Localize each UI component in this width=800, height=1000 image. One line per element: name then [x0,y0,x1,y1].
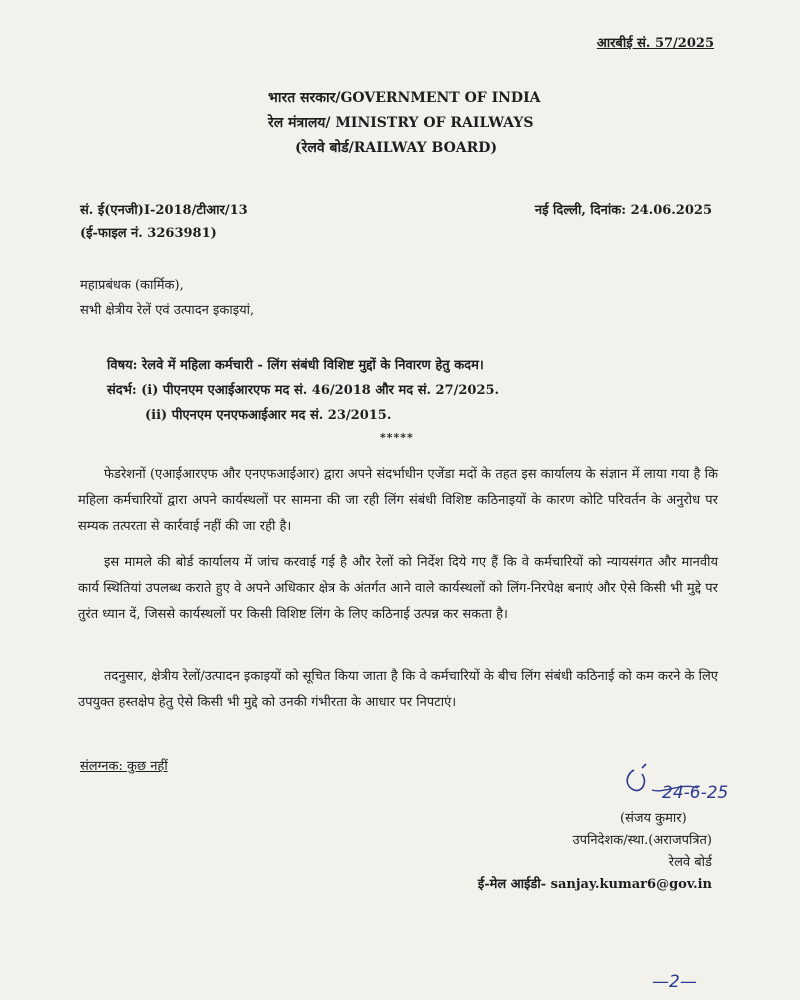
reference-line2: (ii) पीएनएम एनएफआईआर मद सं. 23/2015. [145,408,392,423]
separator-stars: ***** [380,431,414,444]
file-number: सं. ई(एनजी)I-2018/टीआर/13 [80,203,248,218]
circular-ref-number: आरबीई सं. 57/2025 [596,36,714,51]
paragraph-text: तदनुसार, क्षेत्रीय रेलों/उत्पादन इकाइयों को सूचित किया जाता है कि वे कर्मचारियों के बीच लिंग संबंधी कठिनाई को कम करने के लिए उपयुक्त हस्तक्षेप हेतु ऐसे किसी भी मुद्दे को उनकी गंभीरता के आधार पर निपटाएं। [78,669,718,710]
signatory-email: ई-मेल आईडी- sanjay.kumar6@gov.in [477,877,712,892]
paragraph-text: फेडरेशनों (एआईआरएफ और एनएफआईआर) द्वारा अपने संदर्भाधीन एजेंडा मदों के तहत इस कार्यालय के संज्ञान में लाया गया है कि महिला कर्मचारियों द्वारा अपने कार्यस्थलों पर सामना की जा रही लिंग संबंधी विशिष्ट कठिनाइयों के कारण कोटि परिवर्तन के अनुरोध पर सम्यक तत्परता से कार्रवाई नहीं की जा रही है। [78,467,718,534]
efile-number: (ई-फाइल नं. 3263981) [80,226,217,241]
paragraph-text: इस मामले की बोर्ड कार्यालय में जांच करवाई गई है और रेलों को निर्देश दिये गए हैं कि वे कर्मचारियों को न्यायसंगत और मानवीय कार्य स्थितियां उपलब्ध कराते हुए वे अपने अधिकार क्षेत्र के अंतर्गत आने वाले कार्यस्थलों को लिंग-निरपेक्ष बनाएं और ऐसे किसी भी मुद्दे पर तुरंत ध्यान दें, जिससे कार्यस्थलों पर किसी विशिष्ट लिंग के लिए कठिनाई उत्पन्न कर सकता है। [78,555,718,622]
body-paragraph-1 [78,462,718,542]
addressee-line1: महाप्रबंधक (कार्मिक), [80,278,184,293]
header-government: भारत सरकार/GOVERNMENT OF INDIA [268,90,541,106]
signatory-designation: उपनिदेशक/स्था.(अराजपत्रित) [572,833,712,848]
body-paragraph-2 [78,550,718,654]
signatory-office: रेलवे बोर्ड [668,855,712,870]
signature-date: 24-6-25 [662,783,729,803]
place-date: नई दिल्ली, दिनांक: 24.06.2025 [534,203,712,218]
enclosure-note: संलग्नक: कुछ नहीं [80,759,168,774]
signatory-name: (संजय कुमार) [620,811,687,826]
addressee-line2: सभी क्षेत्रीय रेलें एवं उत्पादन इकाइयां, [80,303,255,318]
body-paragraph-3 [78,664,718,718]
header-board: (रेलवे बोर्ड/RAILWAY BOARD) [295,140,498,156]
header-ministry: रेल मंत्रालय/ MINISTRY OF RAILWAYS [268,115,534,131]
page-number-mark: —2— [652,972,697,992]
subject-line: विषय: रेलवे में महिला कर्मचारी - लिंग संबंधी विशिष्ट मुद्दों के निवारण हेतु कदम। [107,358,484,373]
reference-line1: संदर्भ: (i) पीएनएम एआईआरएफ मद सं. 46/2018 और मद सं. 27/2025. [107,383,500,398]
